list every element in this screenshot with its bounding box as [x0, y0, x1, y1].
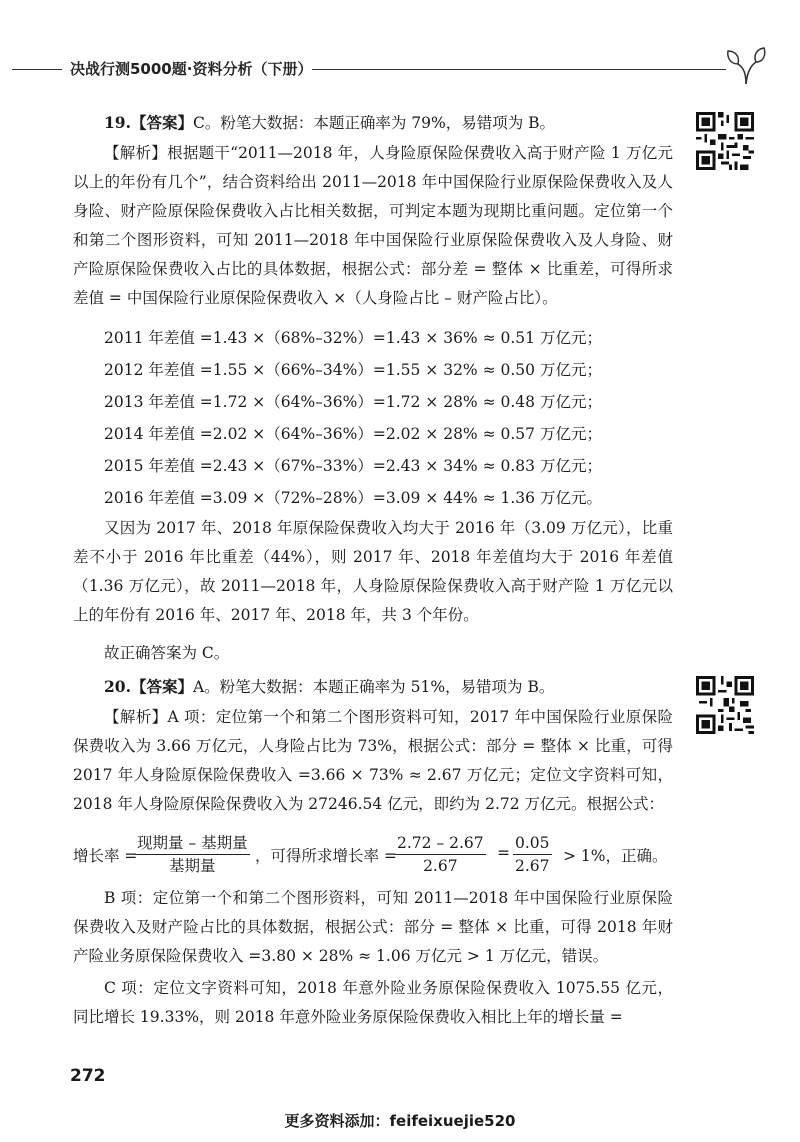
- fraction-denominator: 基期量: [169, 857, 216, 875]
- q19-final-answer: 故正确答案为 C。: [104, 644, 230, 662]
- growth-rate-formula: [73, 832, 693, 880]
- calc-line-2013: 2013 年差值 =1.72 ×（64%–36%）=1.72 × 28% ≈ 0.48 万亿元；: [104, 393, 602, 411]
- fraction-numerator: 0.05: [513, 832, 552, 855]
- fraction-denominator: 2.67: [515, 857, 550, 875]
- page-number: 272: [70, 1066, 106, 1086]
- q20-answer-text: A。粉笔大数据：本题正确率为 51%，易错项为 B。: [192, 678, 555, 696]
- header-rule-left: [12, 69, 62, 70]
- sprout-icon: [724, 44, 768, 86]
- fraction-denominator: 2.67: [423, 857, 458, 875]
- q20-answer-label: 20.【答案】: [104, 677, 193, 696]
- q20-analysis-a: 【解析】A 项：定位第一个和第二个图形资料可知，2017 年中国保险行业原保险保费收入为 3.66 万亿元，人身险占比为 73%，根据公式：部分 = 整体 × 比重，可得 2017 年人身险原保险保费收入 =3.66 × 73% ≈ 2.67 万亿元；定位文字资料可知，2018 年人身险原保险保费收入为 27246.54 亿元，即约为 2.72 万亿元。根据公式：: [73, 708, 673, 813]
- calc-line-2015: 2015 年差值 =2.43 ×（67%–33%）=2.43 × 34% ≈ 0.83 万亿元；: [104, 457, 602, 475]
- formula-tail: > 1%，正确。: [563, 847, 668, 865]
- formula-fraction-values: [395, 832, 486, 877]
- q19-conclusion: 又因为 2017 年、2018 年原保险保费收入均大于 2016 年（3.09 万亿元），比重差不小于 2016 年比重差（44%），则 2017 年、2018 年差值均大于 2016 年差值（1.36 万亿元），故 2011—2018 年，人身险原保险保费收入高于财产险 1 万亿元以上的年份有 2016 年、2017 年、2018 年，共 3 个年份。: [73, 519, 673, 624]
- q19-answer-label: 19.【答案】: [104, 113, 193, 132]
- q20-answer: [73, 672, 673, 702]
- q19-analysis: 【解析】根据题干“2011—2018 年，人身险原保险保费收入高于财产险 1 万亿元以上的年份有几个”，结合资料给出 2011—2018 年中国保险行业原保险保费收入及人身险、财产险原保险保费收入占比相关数据，可判定本题为现期比重问题。定位第一个和第二个图形资料，可知 2011—2018 年中国保险行业原保险保费收入及人身险、财产险原保险保费收入占比的具体数据，根据公式：部分差 = 整体 × 比重差，可得所求差值 = 中国保险行业原保险保费收入 ×（人身险占比 – 财产险占比）。: [73, 144, 673, 307]
- formula-fraction-definition: [135, 832, 250, 877]
- formula-mid-text: ，可得所求增长率 =: [255, 847, 397, 865]
- formula-equals: =: [497, 844, 510, 862]
- q20-option-c: C 项：定位文字资料可知，2018 年意外险业务原保险保费收入 1075.55 亿元，同比增长 19.33%，则 2018 年意外险业务原保险保费收入相比上年的增长量 =: [73, 979, 673, 1026]
- header-title: 决战行测5000题·资料分析（下册）: [70, 60, 313, 78]
- running-header: [0, 52, 800, 92]
- calc-line-2012: 2012 年差值 =1.55 ×（66%–34%）=1.55 × 32% ≈ 0.50 万亿元；: [104, 361, 602, 379]
- calc-line-2011: 2011 年差值 =1.43 ×（68%–32%）=1.43 × 36% ≈ 0.51 万亿元；: [104, 329, 602, 347]
- qr-code-q19[interactable]: [696, 112, 754, 170]
- fraction-numerator: 现期量 – 基期量: [135, 832, 250, 855]
- q20-option-b: B 项：定位第一个和第二个图形资料，可知 2011—2018 年中国保险行业原保险保费收入及财产险占比的具体数据，根据公式：部分 = 整体 × 比重，可得 2018 年财产险业务原保险保费收入 =3.80 × 28% ≈ 1.06 万亿元 > 1 万亿元，错误。: [73, 889, 673, 965]
- q19-answer: [73, 108, 673, 138]
- qr-code-q20[interactable]: [696, 676, 754, 734]
- q19-answer-text: C。粉笔大数据：本题正确率为 79%，易错项为 B。: [192, 114, 556, 132]
- header-rule-right: [312, 69, 726, 70]
- fraction-numerator: 2.72 – 2.67: [395, 832, 486, 855]
- formula-fraction-result: [513, 832, 552, 877]
- calc-line-2016: 2016 年差值 =3.09 ×（72%–28%）=3.09 × 44% ≈ 1.36 万亿元。: [104, 489, 602, 507]
- calc-line-2014: 2014 年差值 =2.02 ×（64%–36%）=2.02 × 28% ≈ 0.57 万亿元；: [104, 425, 602, 443]
- footer-note: 更多资料添加：feifeixuejie520: [284, 1112, 516, 1130]
- formula-label: 增长率 =: [73, 847, 138, 865]
